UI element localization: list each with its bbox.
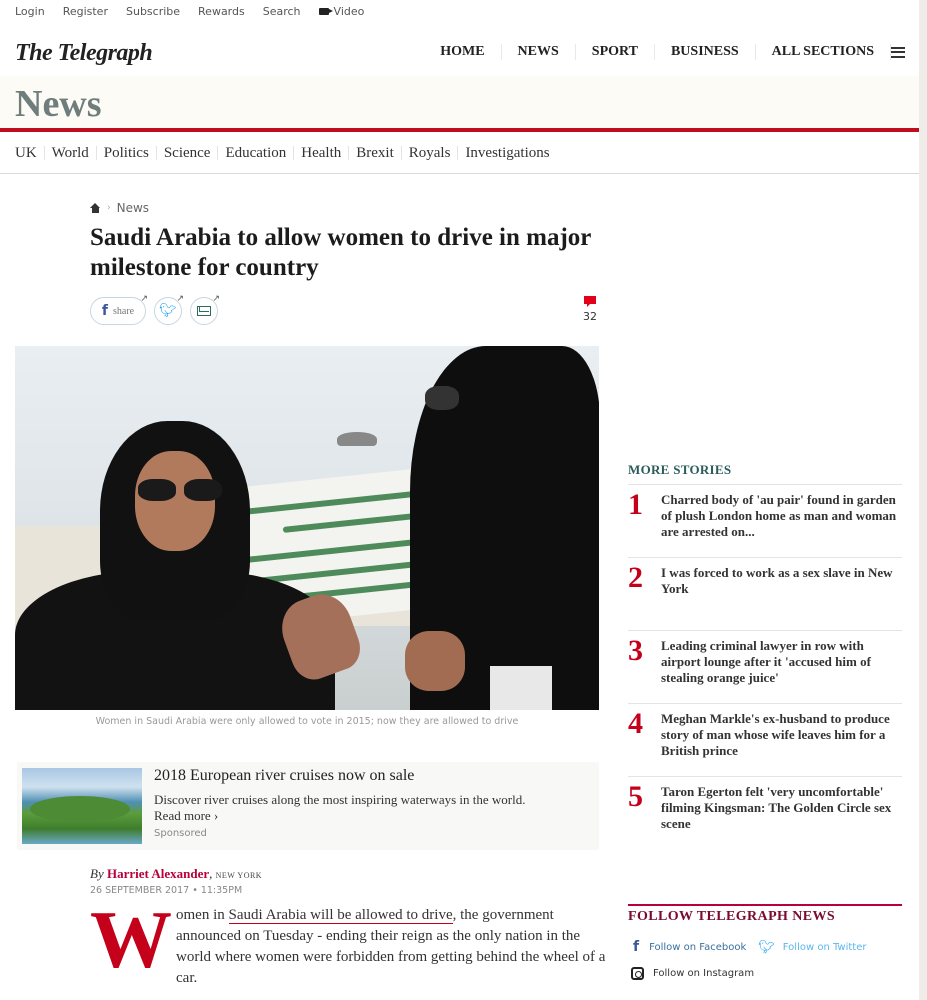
promo-title[interactable]: 2018 European river cruises now on sale bbox=[154, 767, 415, 784]
story-rank: 3 bbox=[628, 634, 643, 667]
promo-thumbnail[interactable] bbox=[22, 768, 142, 844]
subnav-education[interactable]: Education bbox=[218, 146, 294, 160]
story-rank: 1 bbox=[628, 488, 643, 521]
telegraph-logo[interactable]: The Telegraph bbox=[15, 40, 153, 66]
story-title[interactable]: Charred body of 'au pair' found in garden of plush London home as man and woman are arrested on... bbox=[661, 492, 897, 539]
envelope-icon bbox=[197, 306, 211, 316]
subnav-brexit[interactable]: Brexit bbox=[349, 146, 402, 160]
subnav-uk[interactable]: UK bbox=[8, 146, 45, 160]
lead-paragraph bbox=[176, 905, 606, 989]
follow-twitter-link[interactable]: Follow on Twitter bbox=[782, 941, 867, 953]
share-buttons bbox=[90, 294, 226, 325]
subnav-investigations[interactable]: Investigations bbox=[465, 144, 550, 161]
follow-telegraph-news bbox=[628, 904, 902, 980]
byline-prefix: By bbox=[90, 866, 104, 881]
breadcrumb bbox=[90, 201, 149, 215]
follow-heading: FOLLOW TELEGRAPH NEWS bbox=[628, 909, 836, 924]
home-icon[interactable] bbox=[90, 203, 101, 213]
read-more-link[interactable]: Read more › bbox=[154, 808, 219, 823]
nav-sport[interactable]: SPORT bbox=[576, 44, 655, 60]
story-item[interactable] bbox=[628, 558, 902, 631]
nav-business[interactable]: BUSINESS bbox=[655, 44, 756, 60]
byline: By Harriet Alexander, NEW YORK bbox=[90, 866, 263, 881]
image-caption: Women in Saudi Arabia were only allowed to vote in 2015; now they are allowed to drive bbox=[95, 716, 519, 727]
story-rank: 4 bbox=[628, 707, 643, 740]
story-title[interactable]: Taron Egerton felt 'very uncomfortable' filming Kingsman: The Golden Circle sex scene bbox=[661, 784, 892, 831]
publish-date: 26 SEPTEMBER 2017 • 11:35PM bbox=[90, 885, 243, 896]
follow-instagram-link[interactable]: Follow on Instagram bbox=[653, 968, 755, 979]
promo-description bbox=[154, 792, 594, 824]
follow-facebook-link[interactable]: Follow on Facebook bbox=[649, 941, 747, 953]
nav-home[interactable]: HOME bbox=[424, 44, 501, 60]
video-camera-icon bbox=[319, 8, 329, 15]
nav-all-sections[interactable]: ALL SECTIONS bbox=[756, 44, 891, 60]
story-rank: 2 bbox=[628, 561, 643, 594]
video-link[interactable] bbox=[319, 5, 365, 18]
lead-text-start: omen in bbox=[176, 907, 229, 923]
lead-link[interactable]: Saudi Arabia will be allowed to drive bbox=[228, 907, 453, 923]
sponsored-promo[interactable] bbox=[17, 762, 599, 850]
follow-row-2 bbox=[628, 967, 902, 980]
subscribe-link[interactable]: Subscribe bbox=[125, 4, 181, 18]
story-title[interactable]: I was forced to work as a sex slave in New York bbox=[661, 565, 893, 596]
register-link[interactable]: Register bbox=[62, 4, 108, 18]
story-item[interactable] bbox=[628, 777, 902, 850]
masthead bbox=[0, 30, 919, 76]
author-link[interactable]: Harriet Alexander bbox=[106, 866, 210, 881]
facebook-icon: f bbox=[633, 939, 640, 955]
breadcrumb-separator: › bbox=[107, 203, 111, 213]
login-link[interactable]: Login bbox=[15, 4, 45, 18]
external-arrow-icon: ↗ bbox=[140, 294, 148, 304]
twitter-icon: 🐦︎ bbox=[758, 939, 775, 955]
comment-bubble-icon bbox=[584, 296, 596, 304]
page-scrollbar[interactable] bbox=[919, 0, 927, 1000]
comments-link[interactable] bbox=[583, 296, 597, 323]
facebook-share-label: share bbox=[112, 305, 135, 317]
section-header bbox=[0, 76, 919, 128]
nav-news[interactable]: NEWS bbox=[502, 44, 576, 60]
rewards-link[interactable]: Rewards bbox=[198, 4, 245, 18]
video-label: Video bbox=[333, 4, 365, 18]
search-link[interactable]: Search bbox=[262, 4, 301, 18]
promo-description-text: Discover river cruises along the most inspiring waterways in the world. bbox=[154, 792, 526, 807]
story-title[interactable]: Leading criminal lawyer in row with airport lounge after it 'accused him of stealing orange juice' bbox=[661, 638, 871, 685]
lead-text-rest: , the government announced on Tuesday - ending their reign as the only nation in the world where women were forbidden from getting behind the wheel of a car. bbox=[176, 907, 606, 986]
sponsored-label: Sponsored bbox=[154, 828, 207, 839]
section-title: News bbox=[15, 83, 102, 125]
story-item[interactable] bbox=[628, 485, 902, 558]
external-arrow-icon: ↗ bbox=[176, 294, 184, 304]
comment-count: 32 bbox=[583, 310, 597, 323]
utility-bar bbox=[0, 0, 919, 22]
breadcrumb-news[interactable]: News bbox=[116, 201, 150, 215]
subnav-royals[interactable]: Royals bbox=[402, 146, 459, 160]
article-hero-image bbox=[15, 346, 599, 710]
subnav-science[interactable]: Science bbox=[157, 146, 219, 160]
external-arrow-icon: ↗ bbox=[212, 294, 220, 304]
story-rank: 5 bbox=[628, 780, 643, 813]
facebook-share-button[interactable] bbox=[90, 294, 148, 325]
section-sub-nav bbox=[0, 132, 919, 174]
facebook-icon: f bbox=[101, 303, 108, 319]
subnav-politics[interactable]: Politics bbox=[97, 146, 157, 160]
twitter-share-button[interactable] bbox=[154, 294, 184, 325]
byline-location: NEW YORK bbox=[215, 871, 263, 880]
twitter-icon: 🐦︎ bbox=[159, 303, 177, 319]
subnav-health[interactable]: Health bbox=[294, 146, 349, 160]
subnav-world[interactable]: World bbox=[45, 146, 97, 160]
follow-row-1 bbox=[628, 939, 902, 955]
more-stories bbox=[628, 462, 902, 850]
instagram-icon bbox=[631, 967, 644, 980]
main-nav bbox=[424, 44, 905, 60]
email-share-button[interactable] bbox=[190, 294, 220, 325]
article-headline: Saudi Arabia to allow women to drive in major milestone for country bbox=[90, 224, 591, 281]
more-stories-heading: MORE STORIES bbox=[628, 462, 902, 485]
dropcap: W bbox=[90, 894, 172, 985]
story-title[interactable]: Meghan Markle's ex-husband to produce story of man whose wife leaves him for a British prince bbox=[661, 711, 890, 758]
story-item[interactable] bbox=[628, 631, 902, 704]
story-item[interactable] bbox=[628, 704, 902, 777]
hamburger-menu-icon[interactable] bbox=[891, 47, 905, 58]
